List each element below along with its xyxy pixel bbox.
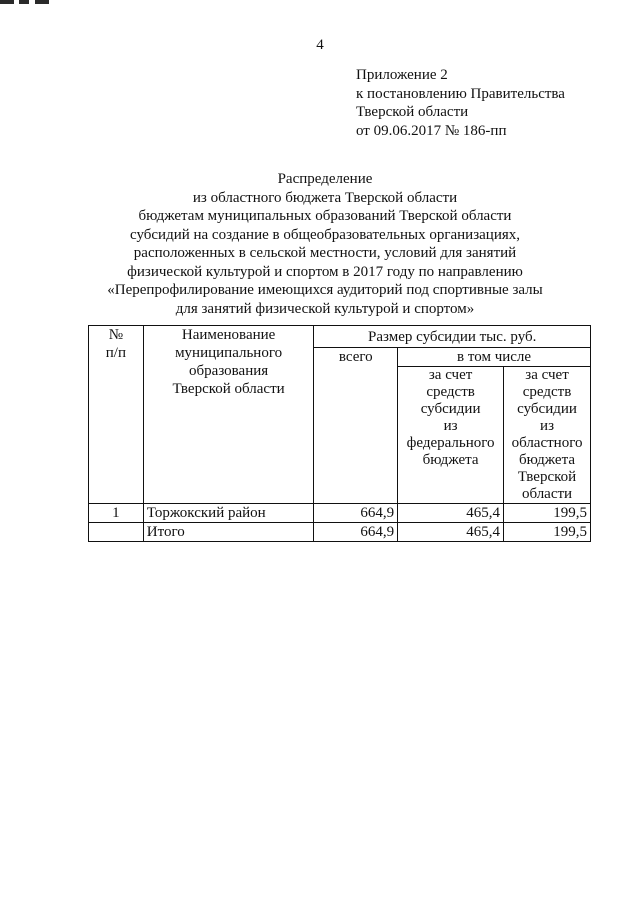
header-name-line: образования — [189, 363, 269, 379]
header-name-line: муниципального — [175, 345, 283, 361]
page-number: 4 — [316, 37, 324, 53]
header-federal-line: за счет — [428, 367, 473, 383]
heading-line: физической культурой и спортом в 2017 году по направлению — [127, 263, 523, 280]
header-federal-line: бюджета — [422, 452, 479, 468]
header-federal-line: средств — [426, 384, 475, 400]
heading-line: «Перепрофилирование имеющихся аудиторий под спортивные залы — [107, 282, 543, 298]
header-num-line: п/п — [105, 345, 126, 361]
header-regional-line: из — [540, 418, 554, 434]
header-regional-line: за счет — [525, 367, 569, 383]
annex-line: Приложение 2 — [356, 67, 448, 83]
heading-line: субсидий на создание в общеобразовательных организациях, — [129, 226, 520, 243]
total-total: 664,9 — [314, 523, 398, 542]
header-total: всего — [314, 348, 398, 504]
heading-line: бюджетам муниципальных образований Тверской области — [138, 208, 512, 224]
header-regional-line: Тверской — [517, 469, 577, 485]
total-regional: 199,5 — [504, 523, 591, 542]
header-federal-line: федерального — [406, 435, 495, 451]
heading-line: расположенных в сельской местности, условий для занятий — [133, 245, 517, 261]
annex-line: Тверской области — [356, 104, 469, 120]
annex-block — [356, 66, 565, 140]
header-regional-line: области — [521, 486, 573, 502]
header-regional-line: средств — [522, 384, 572, 400]
header-name-line: Наименование — [181, 327, 276, 343]
header-regional-line: субсидии — [517, 401, 577, 417]
row-name: Торжокский район — [143, 504, 314, 523]
subsidy-table — [88, 325, 591, 542]
row-total: 664,9 — [314, 504, 398, 523]
heading-line: из областного бюджета Тверской области — [192, 189, 458, 206]
row-num: 1 — [89, 504, 144, 523]
heading-line: Распределение — [277, 171, 373, 187]
scan-mark-3 — [35, 0, 49, 4]
header-federal-line: из — [443, 418, 458, 434]
table-header-row — [89, 326, 591, 348]
header-num-line: № — [108, 327, 124, 343]
total-federal: 465,4 — [398, 523, 504, 542]
annex-line: от 09.06.2017 № 186-пп — [356, 122, 507, 139]
total-name: Итого — [143, 523, 314, 542]
header-regional-line: областного — [511, 435, 583, 451]
row-federal: 465,4 — [398, 504, 504, 523]
annex-line: к постановлению Правительства — [356, 85, 565, 102]
header-including: в том числе — [398, 348, 591, 367]
total-num — [89, 523, 144, 542]
table-total-row — [89, 523, 591, 542]
header-name-line: Тверской области — [172, 381, 285, 397]
header-federal — [398, 367, 504, 504]
heading-line: для занятий физической культурой и спортом» — [175, 300, 475, 317]
header-amount: Размер субсидии тыс. руб. — [314, 326, 591, 348]
header-name — [143, 326, 314, 504]
header-federal-line: субсидии — [420, 401, 481, 417]
header-regional — [504, 367, 591, 504]
header-num — [89, 326, 144, 504]
scan-mark-2 — [19, 0, 29, 4]
document-heading — [60, 170, 590, 318]
table-row — [89, 504, 591, 523]
row-regional: 199,5 — [504, 504, 591, 523]
scan-mark-1 — [0, 0, 14, 4]
header-regional-line: бюджета — [519, 452, 575, 468]
